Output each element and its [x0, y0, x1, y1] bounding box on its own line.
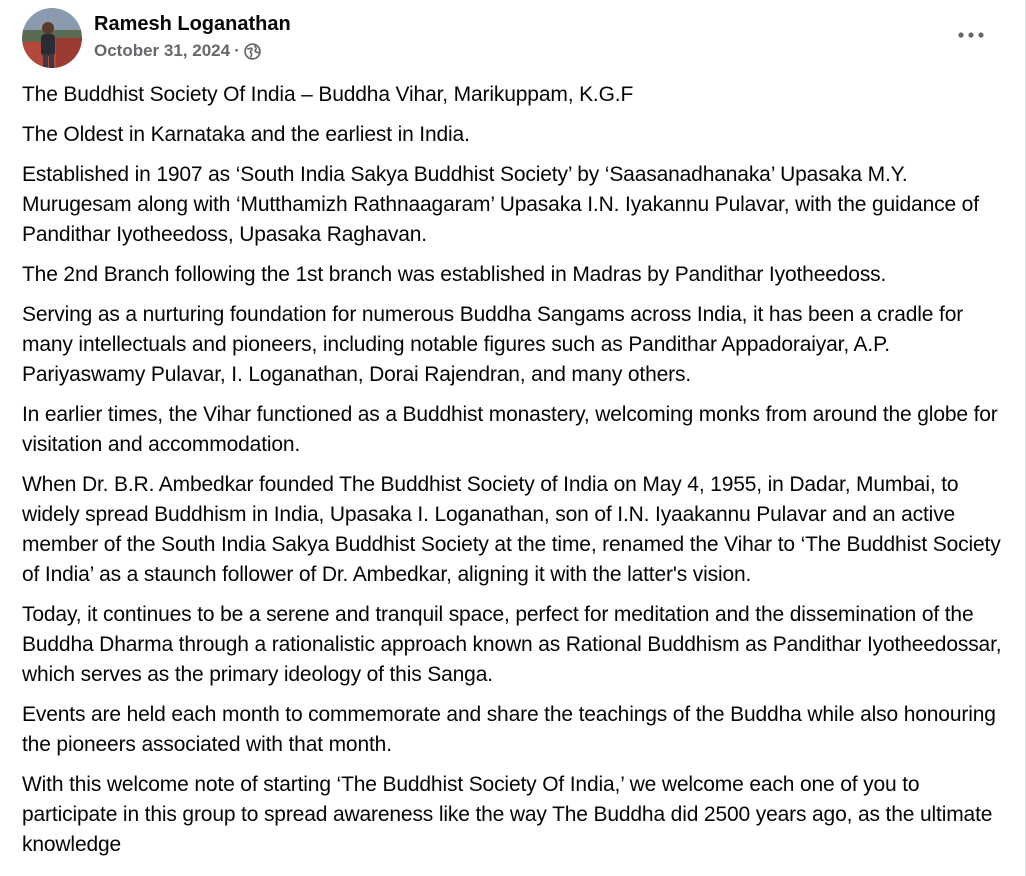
more-options-button[interactable] — [953, 22, 989, 48]
globe-icon[interactable] — [244, 43, 261, 60]
post-paragraph: The Oldest in Karnataka and the earliest in India. — [22, 123, 470, 146]
post-paragraph: With this welcome note of starting ‘The Buddhist Society Of India,’ we welcome each one of you to participate in this group to spread awareness like the way The Buddha did 2500 years ago, as the ultimate knowledge — [22, 773, 993, 856]
post-date[interactable]: October 31, 2024 — [94, 41, 231, 60]
author-name[interactable]: Ramesh Loganathan — [94, 13, 291, 35]
meta-separator: · — [234, 41, 240, 60]
post-paragraph: In earlier times, the Vihar functioned as a Buddhist monastery, welcoming monks from around the globe for visitation and accommodation. — [22, 403, 998, 456]
avatar[interactable] — [22, 8, 82, 68]
post-paragraph: When Dr. B.R. Ambedkar founded The Buddhist Society of India on May 4, 1955, in Dadar, Mumbai, to widely spread Buddhism in India, Upasaka I. Loganathan, son of I.N. Iyaakannu Pulavar and an active member of the South India Sakya Buddhist Society at the time, renamed the Vihar to ‘The Buddhist Society of India’ as a staunch follower of Dr. Ambedkar, aligning it with the latter's vision. — [22, 473, 1001, 586]
post-paragraph: Serving as a nurturing foundation for numerous Buddha Sangams across India, it has been a cradle for many intellectuals and pioneers, including notable figures such as Pandithar Appadoraiyar, A.P. Pariyaswamy Pulavar, I. Loganathan, Dorai Rajendran, and many others. — [22, 303, 964, 386]
post-body — [22, 80, 1012, 870]
post-paragraph: The Buddhist Society Of India – Buddha Vihar, Marikuppam, K.G.F — [22, 83, 634, 106]
post-meta — [94, 40, 291, 62]
author-block — [94, 8, 291, 62]
post-paragraph: Events are held each month to commemorate and share the teachings of the Buddha while also honouring the pioneers associated with that month. — [22, 703, 996, 756]
more-options-icon — [958, 32, 984, 38]
post-paragraph: The 2nd Branch following the 1st branch was established in Madras by Pandithar Iyotheedoss. — [22, 263, 887, 286]
avatar-photo-icon — [22, 8, 82, 68]
post-paragraph: Established in 1907 as ‘South India Sakya Buddhist Society’ by ‘Saasanadhanaka’ Upasaka M.Y. Murugesam along with ‘Mutthamizh Rathnaagaram’ Upasaka I.N. Iyakannu Pulavar, with the guidance of Pandithar Iyotheedoss, Upasaka Raghavan. — [22, 163, 979, 246]
post-paragraph: Today, it continues to be a serene and tranquil space, perfect for meditation and the dissemination of the Buddha Dharma through a rationalistic approach known as Rational Buddhism as Pandithar Iyotheedossar, which serves as the primary ideology of this Sanga. — [22, 603, 1002, 686]
post-header — [22, 8, 291, 68]
